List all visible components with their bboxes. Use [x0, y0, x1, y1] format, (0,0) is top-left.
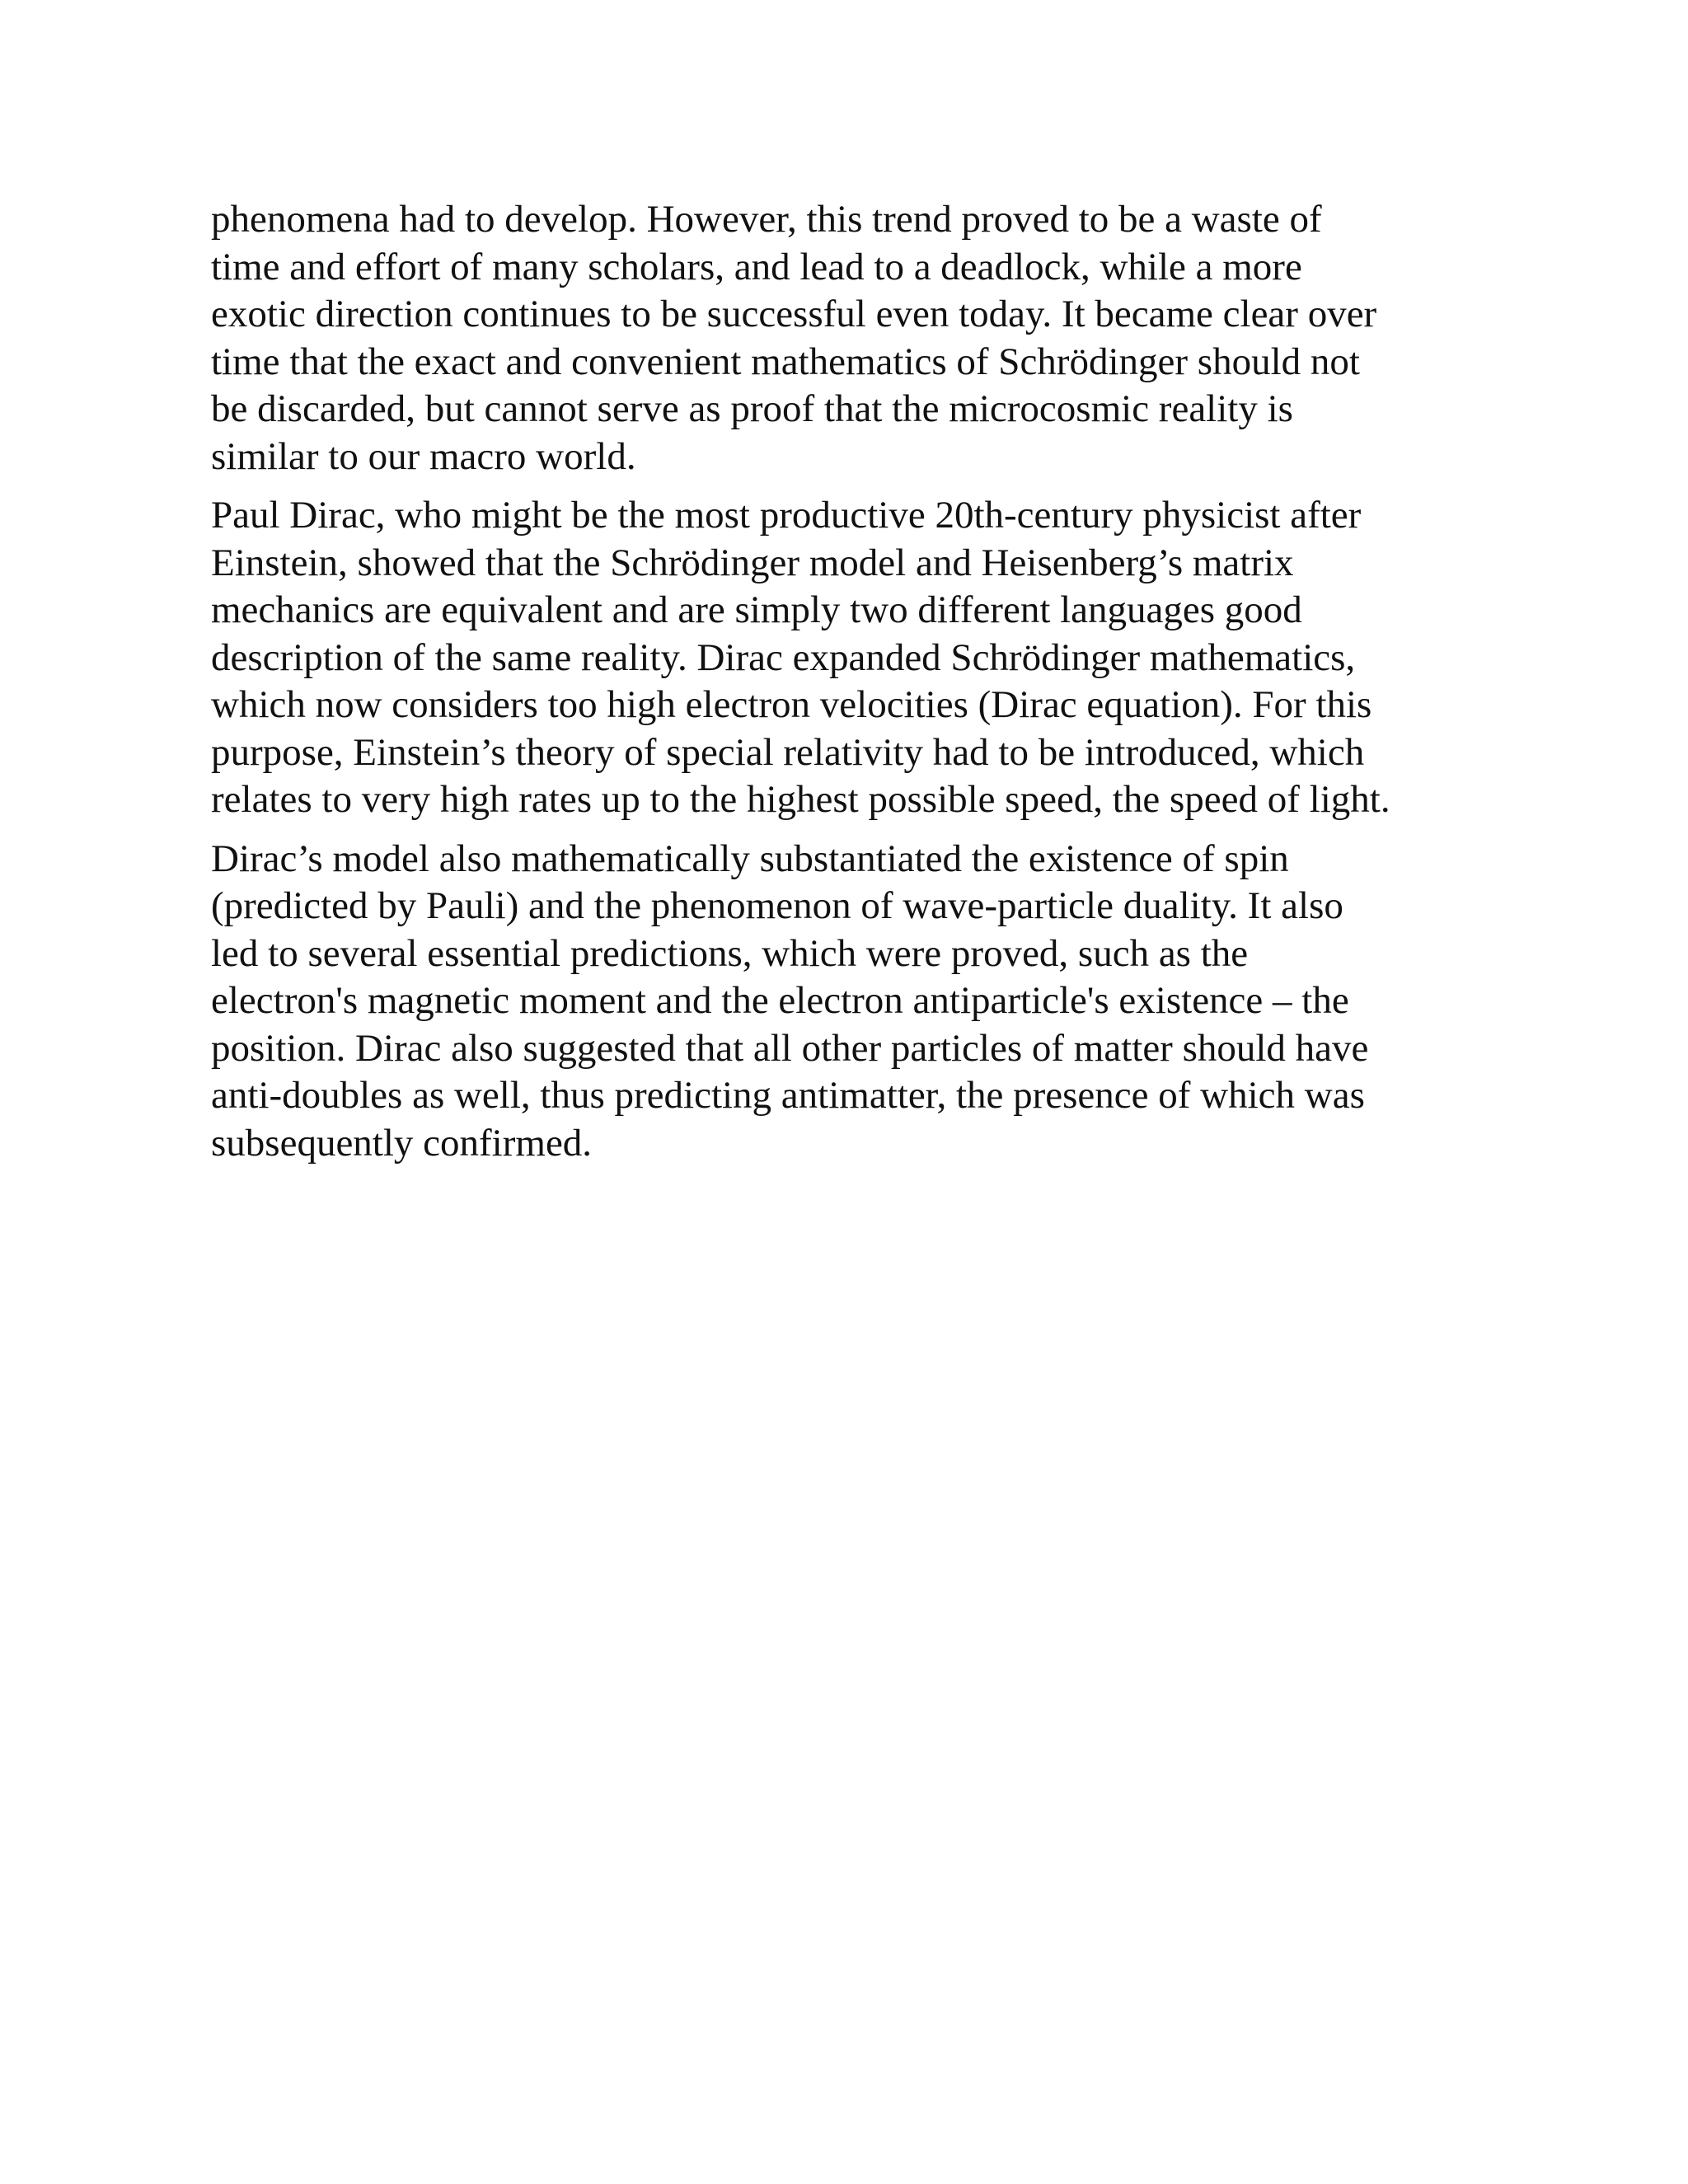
text-line: description of the same reality. Dirac expanded Schrödinger mathematics, [211, 635, 1356, 679]
text-line: phenomena had to develop. However, this trend proved to be a waste of [211, 198, 1322, 241]
text-line: position. Dirac also suggested that all other particles of matter should have [211, 1026, 1369, 1070]
text-line: which now considers too high electron velocities (Dirac equation). For this [211, 683, 1372, 726]
text-line: subsequently confirmed. [211, 1121, 593, 1165]
paragraph-2 [211, 492, 1497, 824]
paragraph-3 [211, 836, 1497, 1168]
text-line: (predicted by Pauli) and the phenomenon of wave-particle duality. It also [211, 884, 1343, 927]
text-line: be discarded, but cannot serve as proof that the microcosmic reality is [211, 387, 1293, 430]
text-line: exotic direction continues to be successful even today. It became clear over [211, 293, 1377, 335]
text-line: mechanics are equivalent and are simply two different languages good [211, 588, 1302, 631]
text-line: led to several essential predictions, which were proved, such as the [211, 931, 1249, 975]
text-line: anti-doubles as well, thus predicting antimatter, the presence of which was [211, 1074, 1365, 1117]
text-line: Einstein, showed that the Schrödinger model and Heisenberg’s matrix [211, 541, 1294, 584]
text-line: Dirac’s model also mathematically substantiated the existence of spin [211, 837, 1289, 880]
text-line: relates to very high rates up to the highest possible speed, the speed of light. [211, 778, 1390, 821]
body-text [211, 196, 1497, 1179]
text-line: purpose, Einstein’s theory of special relativity had to be introduced, which [211, 730, 1365, 774]
paragraph-1 [211, 196, 1497, 480]
text-line: electron's magnetic moment and the electron antiparticle's existence – the [211, 979, 1349, 1022]
text-line: time that the exact and convenient mathematics of Schrödinger should not [211, 340, 1360, 383]
text-line: time and effort of many scholars, and lead to a deadlock, while a more [211, 245, 1302, 288]
text-line: similar to our macro world. [211, 434, 636, 478]
text-line: Paul Dirac, who might be the most productive 20th-century physicist after [211, 494, 1362, 537]
